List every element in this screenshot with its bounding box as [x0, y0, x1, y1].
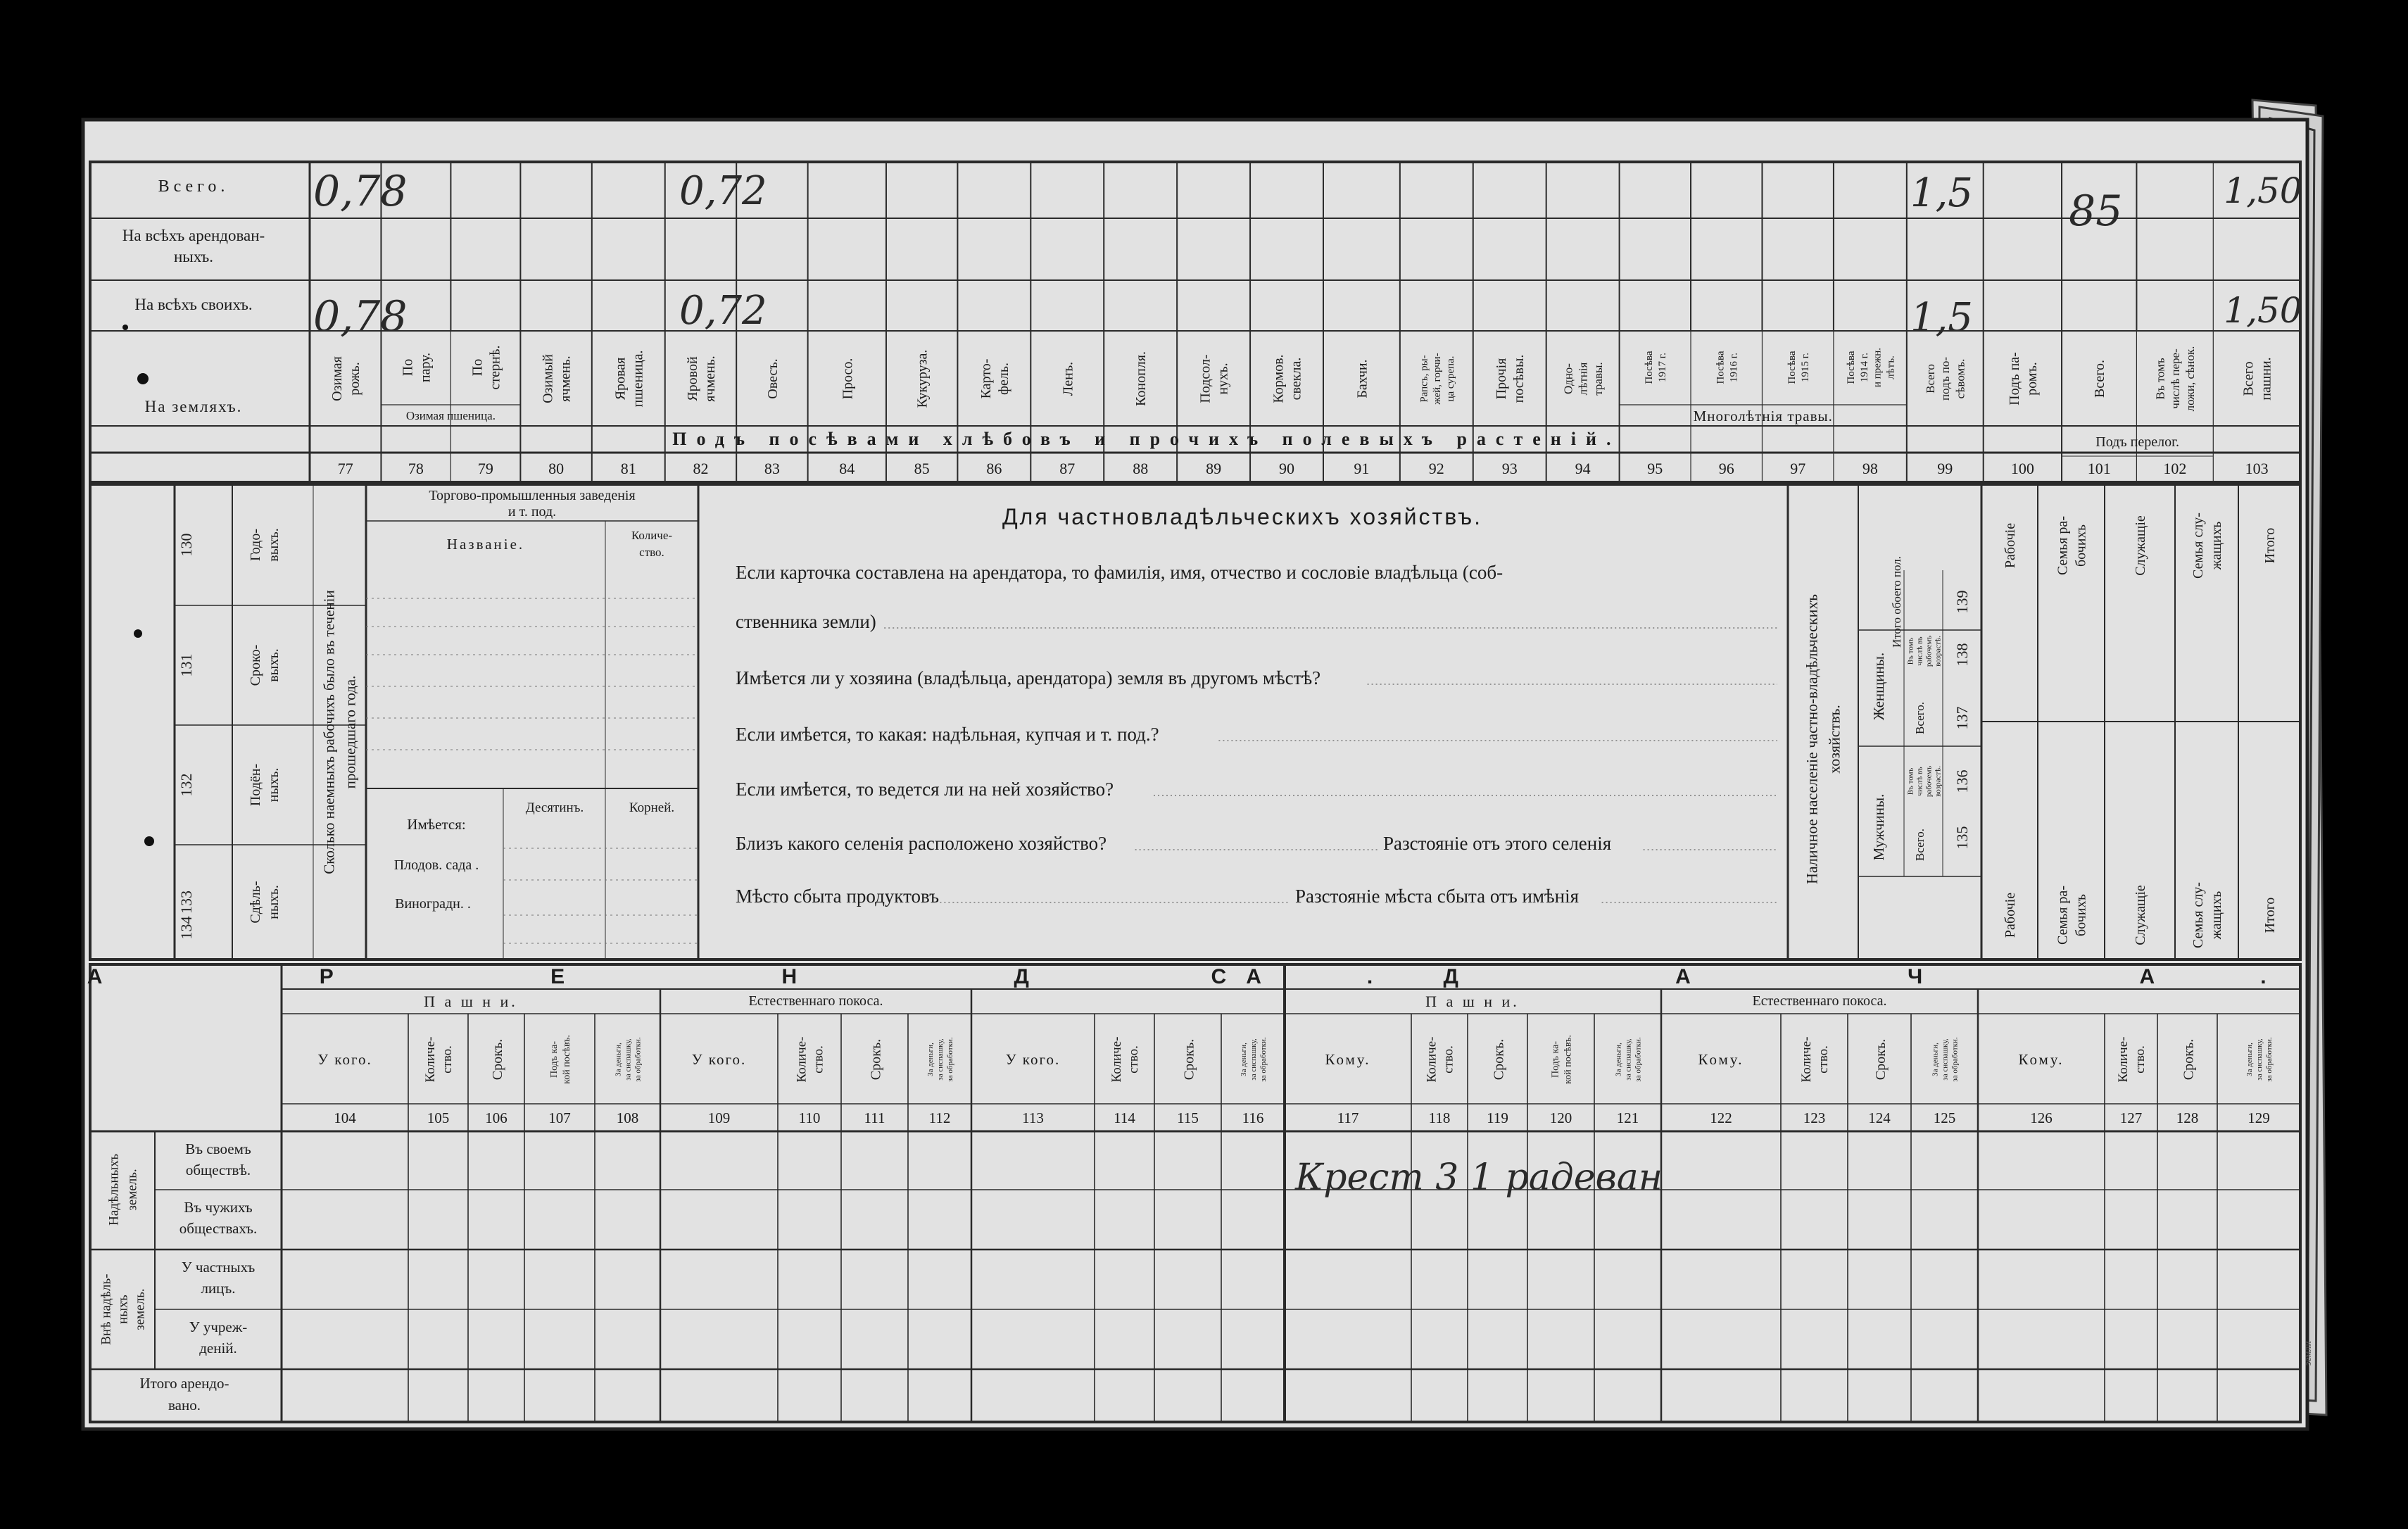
svg-text:земли: земли: [2303, 1340, 2314, 1366]
lease-header-qty: Количе-: [423, 1036, 439, 1083]
question-village: Близъ какого селенiя расположено хозяйство?: [736, 833, 1107, 854]
hired-workers-col-number: 133: [177, 891, 195, 914]
lease-column-number: 117: [1337, 1109, 1359, 1126]
population-col-number: 136: [1953, 769, 1971, 793]
question-owner-line1: Если карточка составлена на арендатора, то фамилiя, имя, отчество и сословiе владѣльца (соб-: [736, 562, 1504, 583]
lease-column-number: 116: [1242, 1109, 1264, 1126]
column-header-84: Просо.: [840, 358, 856, 400]
lease-column-number: 126: [2030, 1109, 2053, 1126]
lease-row-label-2: обществахъ.: [179, 1220, 258, 1237]
question-market: Мѣсто сбыта продуктовъ: [736, 886, 940, 907]
column-header-90: Кормов.: [1271, 354, 1287, 403]
column-header-95: Посѣва: [1644, 351, 1656, 384]
lease-header-term: Срокъ.: [1873, 1038, 1889, 1081]
lease-header-payment: За деньги,: [1614, 1043, 1623, 1076]
lease-column-number: 112: [928, 1109, 951, 1126]
hired-workers-col-number: 134: [177, 916, 195, 940]
garden-vineyards-label: Виноградн. .: [395, 896, 471, 912]
question-other-land: Имѣется ли у хозяина (владѣльца, арендатора) земля въ другомъ мѣстѣ?: [736, 667, 1321, 688]
question-land-type: Если имѣется, то какая: надѣльная, купчая и т. под.?: [736, 724, 1159, 745]
lease-header-qty: Количе-: [1109, 1036, 1125, 1083]
column-header-97: 1915 г.: [1799, 353, 1811, 382]
column-number: 98: [1862, 460, 1878, 477]
lease-row-label-2: денiй.: [199, 1340, 237, 1357]
hired-workers-col-label: выхъ.: [266, 528, 282, 562]
lease-header-payment: за сиспашку,: [935, 1038, 945, 1081]
handwritten-total-rye: 0,78: [313, 167, 408, 216]
population-right-header-bottom: жащихъ: [2209, 891, 2224, 940]
arenda-title: А Р Е Н Д А.: [87, 965, 1479, 988]
hired-workers-col-label: Сроко-: [248, 644, 263, 686]
lease-column-number: 121: [1616, 1109, 1639, 1126]
column-number: 79: [477, 460, 493, 477]
lease-header-term: Срокъ.: [2181, 1038, 2197, 1081]
column-header-96: 1916 г.: [1728, 353, 1740, 382]
lease-header-payment: за обработки.: [1634, 1037, 1643, 1082]
lease-column-number: 127: [2119, 1109, 2143, 1126]
garden-has-label: Имѣется:: [407, 816, 466, 833]
population-vertical-title: Наличное населенiе частно-владѣльческихъ: [1803, 594, 1821, 884]
lease-header-term: Срокъ.: [1491, 1038, 1507, 1081]
column-header-102: Въ томъ: [2153, 358, 2167, 400]
lease-total-label: Итого арендо-: [139, 1375, 229, 1392]
lease-header-payment: за обработки.: [1950, 1037, 1960, 1082]
lease-row-label: У учреж-: [189, 1319, 248, 1335]
lease-column-number: 109: [707, 1109, 731, 1126]
lease-header-payment: за обработки.: [633, 1037, 643, 1082]
hired-workers-col-number: 132: [177, 773, 195, 797]
column-number: 95: [1647, 460, 1663, 477]
private-farms-title: Для частновладѣльческихъ хозяйствъ.: [1002, 504, 1483, 529]
column-header-102: ложи, сѣнок.: [2183, 346, 2198, 412]
lease-column-number: 106: [485, 1109, 508, 1126]
column-header-92: Рапсъ, ры-: [1418, 355, 1430, 403]
population-total-men: Всего.: [1913, 829, 1927, 861]
column-group-wheat: Озимая пшеница.: [405, 409, 496, 422]
hired-workers-col-number: 130: [177, 533, 195, 557]
lease-column-number: 114: [1114, 1109, 1135, 1126]
lease-column-number: 124: [1868, 1109, 1891, 1126]
column-header-85: Кукуруза.: [914, 349, 931, 408]
hired-workers-col-label: Годо-: [248, 528, 263, 562]
lease-header-payment: за обработки.: [945, 1037, 954, 1082]
column-number: 84: [839, 460, 855, 477]
lease-column-number: 125: [1933, 1109, 1956, 1126]
lease-header-qty: Количе-: [1799, 1036, 1815, 1083]
column-header-86: Карто-: [978, 358, 994, 399]
lease-column-number: 110: [798, 1109, 821, 1126]
stamp-mark: [2303, 1340, 2314, 1366]
population-col-number: 139: [1953, 590, 1971, 614]
lease-header-payment: за сиспашку,: [2255, 1038, 2264, 1081]
column-header-81: пшеница.: [630, 350, 646, 408]
column-header-78: пару.: [417, 352, 434, 383]
lease-header-qty: ство.: [2133, 1045, 2148, 1074]
column-header-94: лѣтнiя: [1576, 362, 1590, 396]
handwritten-total-barley: 0,72: [679, 168, 767, 214]
column-header-96: Посѣва: [1715, 351, 1727, 384]
column-number: 102: [2163, 460, 2187, 477]
lease-header-qty: ство.: [1441, 1045, 1456, 1074]
column-header-80: ячмень.: [557, 355, 574, 402]
lease-header-payment: За деньги,: [614, 1043, 623, 1076]
column-header-99: подъ по-: [1939, 356, 1953, 401]
question-village-distance: Разстоянiе отъ этого селенiя: [1383, 833, 1612, 854]
lease-header-payment: за сиспашку,: [1624, 1038, 1633, 1081]
row-label-na-zemlyah: На земляхъ.: [144, 398, 243, 415]
lease-header-term: Срокъ.: [868, 1038, 884, 1081]
column-header-89: нухъ.: [1215, 363, 1231, 395]
hired-workers-col-label: Сдѣль-: [248, 881, 263, 924]
row-group-non-allotment: Внѣ надѣль-: [99, 1273, 114, 1345]
lease-header-qty: ство.: [1816, 1045, 1832, 1074]
paper: [83, 120, 2307, 1429]
handwritten-lease-note: Крест 3 1 радеван: [1295, 1157, 1663, 1199]
trade-qty-header: Количе-: [631, 529, 673, 542]
column-header-90: свекла.: [1288, 357, 1304, 401]
column-number: 82: [693, 460, 709, 477]
population-right-header-bottom: Семья слу-: [2190, 882, 2206, 948]
column-number: 90: [1279, 460, 1295, 477]
column-number: 99: [1937, 460, 1953, 477]
column-number: 80: [548, 460, 565, 477]
column-header-77: Озимая: [329, 356, 346, 401]
garden-desyatin-header: Десятинъ.: [525, 800, 584, 815]
arenda-pashni: П а ш н и.: [424, 993, 518, 1010]
column-header-103: пашни.: [2258, 357, 2274, 401]
population-right-header-bottom: бочихъ: [2073, 894, 2089, 936]
row-label-arendovannyh: На всѣхъ арендован-: [122, 227, 265, 244]
population-right-header-bottom: Служащiе: [2133, 885, 2148, 945]
column-header-98: 1914 г.: [1858, 353, 1870, 382]
hired-workers-col-label: ныхъ.: [266, 767, 282, 803]
population-both-sexes: Итого обоего пол.: [1890, 555, 1903, 648]
lease-header-payment: за обработки.: [2264, 1037, 2274, 1082]
arenda-pokos: Естественнаго покоса.: [748, 993, 883, 1009]
population-working-men: числѣ въ: [1915, 767, 1924, 796]
lease-total-label-2: вано.: [168, 1397, 201, 1414]
column-header-89: Подсол-: [1197, 354, 1214, 403]
population-col-number: 135: [1953, 826, 1971, 850]
row-group-non-allotment: земель.: [132, 1288, 148, 1330]
column-header-97: Посѣва: [1786, 351, 1798, 384]
handwritten-own-barley: 0,72: [679, 288, 767, 334]
column-header-100: Подъ па-: [2006, 352, 2022, 405]
lease-column-number: 115: [1177, 1109, 1199, 1126]
lease-header-term: Срокъ.: [1181, 1038, 1197, 1081]
lease-row-label-2: обществѣ.: [185, 1162, 251, 1178]
lease-header-payment: за обработки.: [1259, 1037, 1268, 1082]
column-header-95: 1917 г.: [1656, 353, 1668, 382]
lease-header-qty: ство.: [811, 1045, 826, 1074]
lease-header-qty: Количе-: [2116, 1036, 2131, 1083]
lease-header-qty: Количе-: [1424, 1036, 1439, 1083]
lease-header-term: Срокъ.: [490, 1038, 505, 1081]
sdacha-pashni: П а ш н и.: [1425, 993, 1520, 1010]
column-header-98: лѣтъ.: [1885, 355, 1897, 379]
population-women: Женщины.: [1870, 652, 1887, 721]
population-right-header-bottom: Итого: [2262, 897, 2278, 933]
population-right-header-bottom: Семья ра-: [2055, 886, 2071, 945]
handwritten-total-fallow: 85: [2069, 187, 2123, 236]
column-header-99: сѣвомъ.: [1953, 358, 1967, 399]
lease-column-number: 118: [1428, 1109, 1451, 1126]
lease-column-number: 113: [1022, 1109, 1044, 1126]
column-header-101: Всего.: [2092, 359, 2108, 398]
crops-band-text: Подъ посѣвами хлѣбовъ и прочихъ полевыхъ растенiй.: [672, 429, 1621, 449]
hired-workers-col-label: выхъ.: [266, 648, 282, 682]
lease-column-number: 120: [1549, 1109, 1572, 1126]
question-market-distance: Разстоянiе мѣста сбыта отъ имѣнiя: [1295, 886, 1580, 907]
column-header-87: Ленъ.: [1060, 361, 1076, 396]
handwritten-own-rye: 0,78: [313, 292, 408, 341]
column-header-82: Яровой: [684, 356, 700, 401]
lease-header-whom: Кому.: [1698, 1051, 1744, 1068]
handwritten-own-arable: 1,50: [2224, 290, 2302, 331]
column-number: 91: [1354, 460, 1370, 477]
column-group-perennial-grass: Многолѣтнiя травы.: [1693, 408, 1833, 424]
garden-orchards-label: Плодов. сада .: [393, 857, 479, 873]
lease-header-payment: За деньги,: [926, 1043, 935, 1076]
column-number: 83: [764, 460, 780, 477]
column-number: 92: [1428, 460, 1444, 477]
column-header-102: числѣ пере-: [2168, 348, 2182, 409]
column-header-94: травы.: [1591, 362, 1605, 396]
trade-title: Торгово-промышленныя заведенiя: [429, 488, 636, 503]
sdacha-pokos: Естественнаго покоса.: [1752, 993, 1887, 1009]
sdacha-title: С Д А Ч А.: [1211, 965, 2372, 988]
lease-header-payment: за сиспашку,: [1941, 1038, 1950, 1081]
column-header-93: посѣвы.: [1511, 354, 1527, 403]
lease-row-label-2: лицъ.: [201, 1280, 236, 1297]
lease-column-number: 128: [2176, 1109, 2199, 1126]
lease-column-number: 129: [2248, 1109, 2270, 1126]
lease-header-payment: За деньги,: [1239, 1043, 1248, 1076]
column-header-100: ромъ.: [2024, 362, 2040, 396]
population-working-women: числѣ въ: [1915, 636, 1924, 666]
trade-title-2: и т. под.: [508, 504, 557, 520]
garden-roots-header: Корней.: [629, 800, 675, 815]
column-header-79: стернѣ.: [487, 345, 503, 390]
hired-workers-vertical-label: Сколько наемныхъ рабочихъ было въ теченiи: [320, 590, 338, 874]
hired-workers-col-number: 131: [177, 653, 195, 677]
column-group-fallow: Подъ перелог.: [2095, 434, 2180, 450]
lease-header-who: У кого.: [317, 1051, 372, 1068]
population-right-header-top: Рабочiе: [2003, 522, 2018, 569]
row-group-allotment: Надѣльныхъ: [106, 1154, 122, 1226]
column-number: 87: [1059, 460, 1076, 477]
lease-header-whom: Кому.: [1325, 1051, 1371, 1068]
column-header-94: Одно-: [1561, 363, 1575, 394]
population-men: Мужчины.: [1870, 793, 1887, 861]
column-header-80: Озимый: [540, 354, 556, 403]
column-number: 81: [620, 460, 636, 477]
lease-header-crop: кой посѣвъ.: [561, 1035, 572, 1084]
column-header-103: Всего: [2240, 361, 2257, 396]
column-number: 94: [1575, 460, 1591, 477]
handwritten-own-sown: 1,5: [1910, 295, 1973, 341]
column-number: 101: [2087, 460, 2111, 477]
column-header-92: жей, горчи-: [1432, 353, 1444, 405]
population-right-header-top: жащихъ: [2209, 521, 2224, 570]
column-header-83: Овесъ.: [764, 358, 781, 399]
column-number: 103: [2245, 460, 2269, 477]
hired-workers-col-label: Подён-: [248, 763, 263, 807]
column-header-79: По: [469, 358, 486, 377]
lease-header-who: У кого.: [691, 1051, 747, 1068]
lease-header-qty: Количе-: [794, 1036, 809, 1083]
lease-row-label: У частныхъ: [181, 1259, 256, 1276]
population-working-women: рабочемъ: [1924, 635, 1934, 667]
column-number: 77: [337, 460, 353, 477]
population-right-header-bottom: Рабочiе: [2003, 892, 2018, 938]
population-total-women: Всего.: [1913, 702, 1927, 734]
lease-header-payment: за сиспашку,: [624, 1038, 633, 1081]
trade-qty-header-2: ство.: [639, 546, 664, 559]
lease-header-who: У кого.: [1005, 1051, 1061, 1068]
lease-header-crop: кой посѣвъ.: [1563, 1035, 1574, 1084]
hired-workers-vertical-label: прошедшаго года.: [341, 675, 359, 789]
column-number: 89: [1206, 460, 1222, 477]
column-header-91: Бахчи.: [1354, 359, 1370, 398]
lease-column-number: 108: [616, 1109, 639, 1126]
lease-column-number: 122: [1710, 1109, 1732, 1126]
row-group-allotment: земель.: [125, 1169, 140, 1211]
population-right-header-top: Семья слу-: [2190, 512, 2206, 579]
column-header-78: По: [400, 358, 416, 377]
column-number: 97: [1790, 460, 1806, 477]
column-header-93: Прочiя: [1494, 358, 1510, 400]
column-header-82: ячмень.: [702, 355, 718, 402]
trade-name-header: Названiе.: [446, 536, 525, 553]
handwritten-total-arable: 1,50: [2224, 170, 2302, 211]
population-right-header-top: Итого: [2262, 527, 2278, 564]
lease-row-label: Въ чужихъ: [184, 1199, 253, 1216]
lease-column-number: 119: [1487, 1109, 1508, 1126]
column-header-77: рожь.: [347, 362, 363, 396]
population-working-men: Въ томъ: [1906, 767, 1915, 795]
population-working-women: Въ томъ: [1906, 637, 1915, 665]
hired-workers-col-label: ныхъ.: [266, 885, 282, 919]
lease-header-crop: Подъ ка-: [548, 1040, 560, 1078]
population-working-men: рабочемъ: [1924, 765, 1934, 798]
lease-column-number: 105: [427, 1109, 450, 1126]
lease-header-qty: ство.: [1126, 1045, 1142, 1074]
column-number: 96: [1718, 460, 1734, 477]
lease-column-number: 111: [864, 1109, 885, 1126]
column-header-86: фель.: [995, 363, 1011, 395]
lease-column-number: 107: [548, 1109, 571, 1126]
lease-header-crop: Подъ ка-: [1550, 1040, 1561, 1078]
column-number: 100: [2010, 460, 2034, 477]
lease-header-whom: Кому.: [2018, 1051, 2065, 1068]
lease-row-label: Въ своемъ: [185, 1140, 251, 1157]
population-working-women: возрастѣ.: [1934, 636, 1943, 667]
lease-header-payment: За деньги,: [1931, 1043, 1940, 1076]
row-label-vsego: Всего.: [158, 177, 229, 196]
population-working-men: возрастѣ.: [1934, 766, 1943, 797]
handwritten-total-sown: 1,5: [1910, 170, 1973, 216]
column-header-81: Яровая: [612, 357, 629, 401]
lease-header-payment: За деньги,: [2245, 1043, 2254, 1076]
row-group-non-allotment: ныхъ: [115, 1295, 131, 1324]
column-number: 85: [914, 460, 930, 477]
population-vertical-title: хозяйствъ.: [1825, 705, 1843, 774]
column-number: 78: [408, 460, 424, 477]
population-right-header-top: Семья ра-: [2055, 516, 2071, 575]
column-number: 93: [1501, 460, 1518, 477]
population-right-header-top: Служащiе: [2133, 515, 2148, 576]
lease-header-qty: ство.: [440, 1045, 455, 1074]
population-col-number: 137: [1953, 706, 1971, 730]
lease-column-number: 104: [334, 1109, 356, 1126]
column-header-98: и прежн.: [1872, 347, 1884, 388]
row-label-arendovannyh-2: ныхъ.: [173, 248, 214, 265]
column-header-92: ца сурепа.: [1444, 355, 1456, 402]
column-number: 86: [986, 460, 1002, 477]
question-owner-line2: ственника земли): [736, 611, 876, 632]
row-label-svoih: На всѣхъ своихъ.: [134, 296, 253, 313]
column-header-98: Посѣва: [1846, 351, 1857, 384]
column-number: 88: [1133, 460, 1149, 477]
lease-header-payment: за сиспашку,: [1249, 1038, 1258, 1081]
column-header-88: Конопля.: [1133, 351, 1149, 406]
question-farming: Если имѣется, то ведется ли на ней хозяйство?: [736, 779, 1114, 800]
population-col-number: 138: [1953, 643, 1971, 667]
population-right-header-top: бочихъ: [2073, 524, 2089, 567]
lease-column-number: 123: [1803, 1109, 1826, 1126]
column-header-99: Всего: [1923, 364, 1937, 394]
